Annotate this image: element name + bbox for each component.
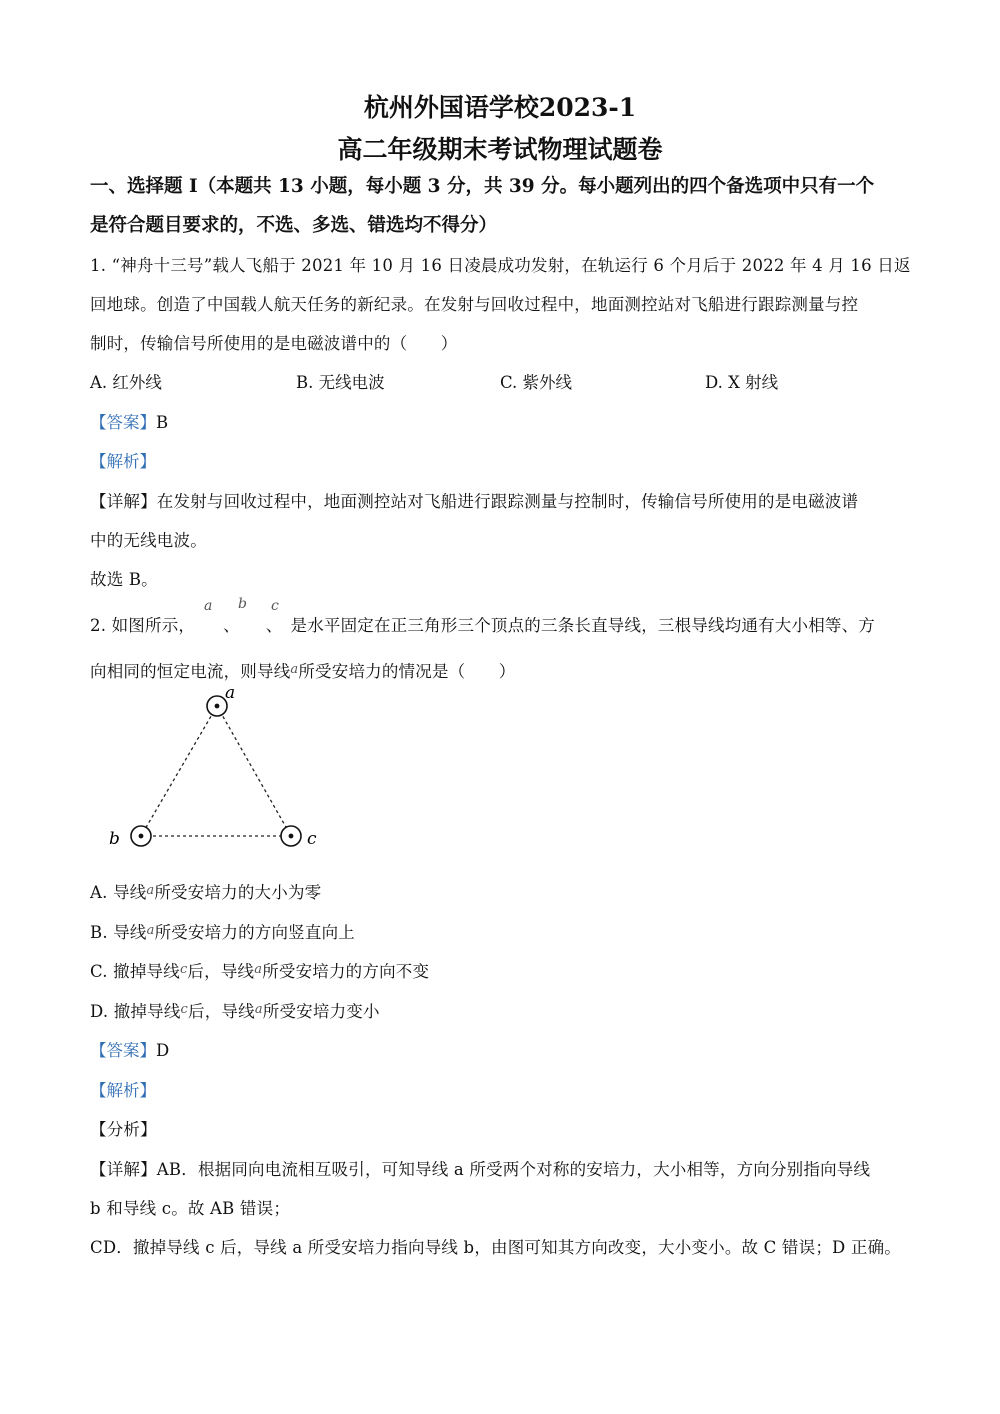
q2-stem-prefix: 2. 如图所示， xyxy=(90,616,196,635)
q2-option-c xyxy=(90,958,429,982)
q2-answer xyxy=(90,1037,169,1061)
analysis-label: 【解析】 xyxy=(90,1081,156,1100)
q2-option-d-prefix: D. 撤掉导线 xyxy=(90,1002,181,1021)
q2-fenxi: 【分析】 xyxy=(90,1120,157,1139)
q2-stem-sep-2: 、 xyxy=(265,616,283,635)
q2-option-c-suffix: 所受安培力的方向不变 xyxy=(262,962,430,981)
q1-option-c: C. 紫外线 xyxy=(500,373,573,392)
q2-stem-line-2 xyxy=(90,658,515,682)
q2-option-c-var-2: a xyxy=(254,962,263,977)
q1-option-d: D. X 射线 xyxy=(705,373,779,392)
q2-option-a xyxy=(90,879,321,903)
q2-stem-suffix: 是水平固定在正三角形三个顶点的三条长直导线，三根导线均通有大小相等、方 xyxy=(290,616,875,635)
q2-analysis xyxy=(90,1077,156,1101)
q1-stem-line-1: 1. “神舟十三号”载人飞船于 2021 年 10 月 16 日凌晨成功发射，在轨运行 6 个月后于 2022 年 4 月 16 日返 xyxy=(90,256,911,275)
q2-option-d-var-1: c xyxy=(180,1002,189,1017)
q1-option-b: B. 无线电波 xyxy=(296,373,385,392)
q1-stem-line-3: 制时，传输信号所使用的是电磁波谱中的（ ） xyxy=(90,334,458,353)
figure-label-a: a xyxy=(225,683,236,703)
answer-label: 【答案】 xyxy=(90,1041,156,1060)
q2-sup-a: a xyxy=(204,598,213,614)
q2-option-b-var: a xyxy=(146,923,155,938)
title-line-2: 高二年级期末考试物理试题卷 xyxy=(337,135,663,164)
q2-option-c-var-1: c xyxy=(179,962,188,977)
q1-conclusion: 故选 B。 xyxy=(90,570,158,589)
q2-option-a-suffix: 所受安培力的大小为零 xyxy=(154,883,322,902)
answer-value: D xyxy=(156,1041,170,1060)
triangle-edge-ab xyxy=(141,706,217,836)
q2-sup-b: b xyxy=(238,596,247,612)
q2-option-d xyxy=(90,998,380,1022)
q2-stem-sep-1: 、 xyxy=(223,616,240,635)
q2-option-c-prefix: C. 撤掉导线 xyxy=(90,962,180,981)
section-heading-line-1: 一、选择题 I（本题共 13 小题，每小题 3 分，共 39 分。每小题列出的四个备选项中只有一个 xyxy=(90,176,875,197)
q1-detail-line-1: 【详解】在发射与回收过程中，地面测控站对飞船进行跟踪测量与控制时，传输信号所使用的是电磁波谱 xyxy=(90,492,859,511)
q2-option-b-suffix: 所受安培力的方向竖直向上 xyxy=(154,923,355,942)
q1-answer xyxy=(90,409,168,433)
figure-label-b: b xyxy=(109,829,120,849)
figure-label-c: c xyxy=(307,829,317,849)
q2-option-b-prefix: B. 导线 xyxy=(90,923,147,942)
q2-option-c-mid: 后，导线 xyxy=(187,962,255,981)
q1-analysis xyxy=(90,448,156,472)
q2-stem-line-2-suffix: 所受安培力的情况是（ ） xyxy=(298,662,516,681)
q2-option-d-suffix: 所受安培力变小 xyxy=(262,1002,380,1021)
q2-option-a-prefix: A. 导线 xyxy=(90,883,147,902)
answer-value: B xyxy=(156,413,169,432)
triangle-edge-ac xyxy=(217,706,291,836)
q2-option-d-var-2: a xyxy=(254,1002,263,1017)
q2-detail-line-1: 【详解】AB．根据同向电流相互吸引，可知导线 a 所受两个对称的安培力，大小相等，方向分别指向导线 xyxy=(90,1160,871,1179)
q1-stem-line-2: 回地球。创造了中国载人航天任务的新纪录。在发射与回收过程中，地面测控站对飞船进行跟踪测量与控 xyxy=(90,295,859,314)
answer-label: 【答案】 xyxy=(90,413,156,432)
q1-option-a: A. 红外线 xyxy=(90,373,162,392)
q2-stem-line-1 xyxy=(90,612,875,636)
q2-detail-line-2: b 和导线 c。故 AB 错误； xyxy=(90,1199,291,1218)
wire-c-icon xyxy=(281,826,301,846)
title-line-1: 杭州外国语学校2023-1 xyxy=(363,93,637,122)
q2-detail-line-3: CD．撤掉导线 c 后，导线 a 所受安培力指向导线 b，由图可知其方向改变，大小变小。故 C 错误；D 正确。 xyxy=(90,1238,902,1257)
wire-a-icon xyxy=(207,696,227,716)
q2-option-a-var: a xyxy=(146,883,155,898)
triangle-wires-figure xyxy=(95,680,335,855)
q1-detail-line-2: 中的无线电波。 xyxy=(90,531,207,550)
q2-sup-c: c xyxy=(271,598,279,614)
q2-option-b xyxy=(90,919,355,943)
q2-var-a: a xyxy=(290,662,299,677)
section-heading-line-2: 是符合题目要求的，不选、多选、错选均不得分） xyxy=(90,215,498,236)
analysis-label: 【解析】 xyxy=(90,452,156,471)
q2-option-d-mid: 后，导线 xyxy=(188,1002,255,1021)
q2-stem-line-2-prefix: 向相同的恒定电流，则导线 xyxy=(90,662,291,681)
wire-b-icon xyxy=(131,826,151,846)
